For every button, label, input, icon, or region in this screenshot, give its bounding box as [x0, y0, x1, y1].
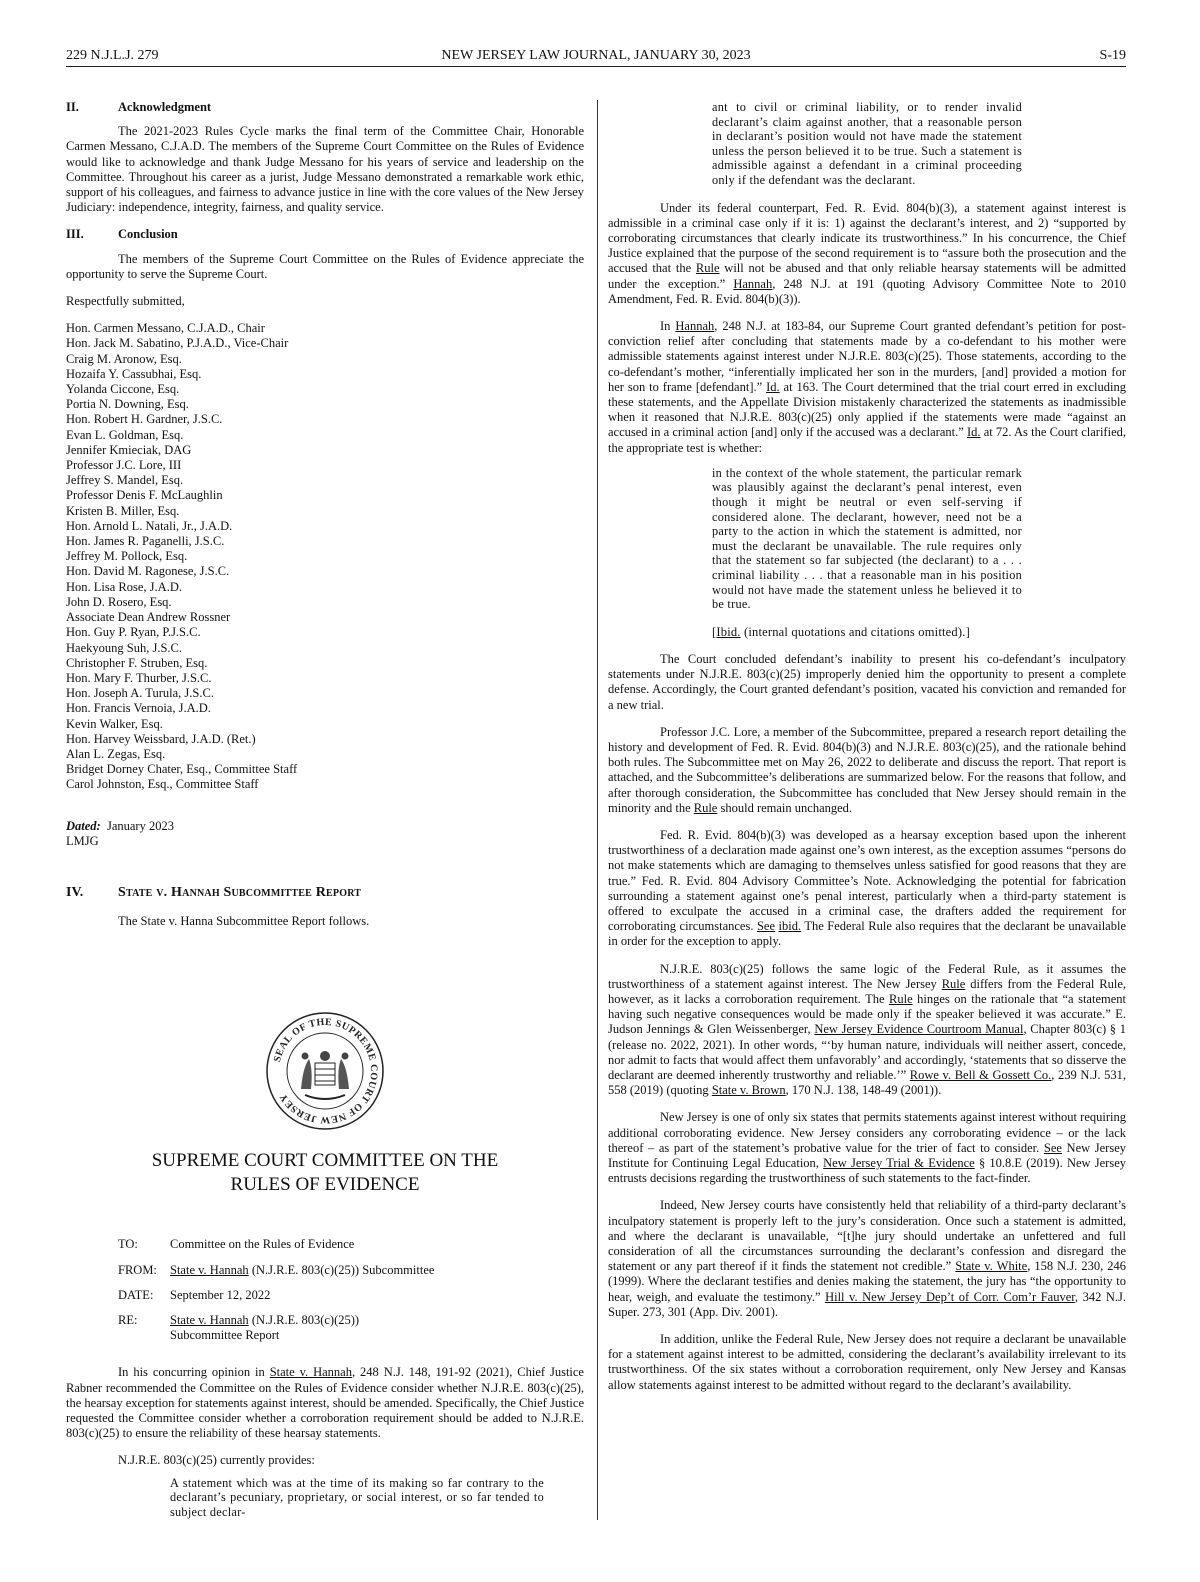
section-title: Acknowledgment — [118, 100, 212, 114]
memo-value — [170, 1313, 359, 1343]
roster-member: Hozaifa Y. Cassubhai, Esq. — [66, 366, 202, 381]
body-paragraph: In his concurring opinion in State v. Hannah, 248 N.J. 148, 191-92 (2021), Chief Justice Rabner recommended the Committee on the Rules of Evidence consider whether N.J.R.E. 803(c)(25), the hearsay exception for statements against interest, should be amended. Specifically, the Chief Justice requested the Committee consider whether a corroboration requirement should be added to N.J.R.E. 803(c)(25) to ensure the reliability of these hearsay statements. — [66, 1365, 584, 1441]
roster-member: Yolanda Ciccone, Esq. — [66, 382, 180, 397]
section-number: II. — [66, 100, 79, 114]
roster-member: Hon. James R. Paganelli, J.S.C. — [66, 534, 225, 549]
roster-member: Kevin Walker, Esq. — [66, 716, 163, 731]
body-paragraph: Professor J.C. Lore, a member of the Subcommittee, prepared a research report detailing the history and development of Fed. R. Evid. 804(b)(3) and N.J.R.E. 803(c)(25), and the rationale behind both rules. The Subcommittee met on May 26, 2022 to deliberate and discuss the report. That report is attached, and the Subcommittee’s deliberations are summarized below. For the reasons that follow, and after thorough consideration, the Subcommittee has concluded that New Jersey should remain in the minority and the Rule should remain unchanged. — [608, 724, 1126, 815]
roster-member: Hon. Lisa Rose, J.A.D. — [66, 579, 182, 594]
roster-member: Jeffrey S. Mandel, Esq. — [66, 473, 184, 488]
body-paragraph: Indeed, New Jersey courts have consistently held that reliability of a third-party declarant’s inculpatory statement is properly left to the jury’s consideration. Once such a statement is admitted, and where the declarant is unavailable, “[t]he jury should undertake an unfettered and full consideration of all the circumstances surrounding the declarant’s confession and disregard the statement or any part thereof if it finds the statement not credible.” State v. White, 158 N.J. 230, 246 (1999). Where the declarant testifies and denies making the statement, the jury has “the opportunity to hear, weigh, and evaluate the testimony.” Hill v. New Jersey Dep’t of Corr. Com’r Fauver, 342 N.J. Super. 273, 301 (App. Div. 2001). — [608, 1198, 1126, 1319]
committee-title-line1: SUPREME COURT COMMITTEE ON THE — [151, 1150, 499, 1172]
case-citation: State v. Hannah — [170, 1312, 249, 1327]
body-paragraph: New Jersey is one of only six states that permits statements against interest without requiring additional corroborating evidence. New Jersey considers any corroborating evidence – or the lack thereof – as part of the statement’s probative value for the trier of fact to consider. See New Jersey Institute for Continuing Legal Education, New Jersey Trial & Evidence § 10.8.E (2019). New Jersey entrusts decisions regarding the trustworthiness of such statements to the fact-finder. — [608, 1110, 1127, 1186]
roster-member: Hon. Robert H. Gardner, J.S.C. — [66, 412, 223, 427]
roster-member: Portia N. Downing, Esq. — [66, 397, 189, 412]
memo-value-line2: Subcommittee Report — [170, 1328, 280, 1343]
committee-roster — [66, 321, 584, 792]
roster-member: Hon. Mary F. Thurber, J.S.C. — [66, 670, 212, 685]
section-heading-report — [66, 885, 584, 900]
body-paragraph: In addition, unlike the Federal Rule, New Jersey does not require a declarant be unavailable for a statement against interest to be admitted, considering the declarant’s availability irrelevant to its trustworthiness. Of the six states without a corroboration requirement, only New Jersey and Kansas allow statements against interest to be admitted without regard to the declarant’s availability. — [608, 1332, 1126, 1392]
roster-member: Jeffrey M. Pollock, Esq. — [66, 549, 188, 564]
roster-member: Christopher F. Struben, Esq. — [66, 655, 208, 670]
roster-member: Hon. David M. Ragonese, J.S.C. — [66, 564, 230, 579]
case-citation: Hannah — [733, 276, 773, 291]
memo-label: TO: — [118, 1237, 138, 1252]
right-column — [608, 100, 1126, 1400]
body-paragraph: Under its federal counterpart, Fed. R. Evid. 804(b)(3), a statement against interest is admissible in a criminal case only if it is: 1) against the declarant’s interest, and 2) “supported by corroborating circumstances that clearly indicate its trustworthiness.” In his concurrence, the Chief Justice explained that the purpose of the second requirement is to “assure both the prosecution and the accused that the Rule will not be abused and that only reliable hearsay statements will be admitted under the exception.” Hannah, 248 N.J. at 191 (quoting Advisory Committee Note to 2010 Amendment, Fed. R. Evid. 804(b)(3)). — [608, 200, 1126, 306]
page-header — [66, 48, 1126, 67]
roster-member: Hon. Harvey Weissbard, J.A.D. (Ret.) — [66, 731, 256, 746]
roster-member: Professor Denis F. McLaughlin — [66, 488, 223, 503]
committee-title — [66, 1149, 584, 1197]
body-paragraph: The Court concluded defendant’s inability to present his co-defendant’s inculpatory statements under N.J.R.E. 803(c)(25) improperly denied him the opportunity to present a complete defense. Accordingly, the Court granted defendant’s position, vacated his conviction and remanded for a new trial. — [608, 651, 1126, 712]
memo-label: RE: — [118, 1312, 138, 1327]
left-column — [66, 100, 584, 1519]
header-citation: 229 N.J.L.J. 279 — [66, 48, 159, 63]
header-page-number: S-19 — [1099, 48, 1126, 63]
conclusion-paragraph: The members of the Supreme Court Committee on the Rules of Evidence appreciate the opportunity to serve the Supreme Court. — [66, 251, 584, 281]
case-citation: State v. Hannah — [269, 1365, 352, 1380]
court-quote: in the context of the whole statement, the particular remark was plausibly against the declarant’s penal interest, even though it might be neutral or even self-serving if considered alone. The declarant, however, need not be a party to the action in which the statement is admitted, nor must the declarant be unavailable. The rule requires only that the statement so far subjected (the declarant) to a . . . criminal liability . . . that a reasonable man in his position would not have made the statement unless he believed it to be true. — [712, 465, 1022, 612]
section-title: Conclusion — [118, 227, 178, 242]
section-title: State v. Hannah Subcommittee Report — [118, 884, 362, 900]
body-paragraph: N.J.R.E. 803(c)(25) follows the same logic of the Federal Rule, as it assumes the trustworthiness of a statement against interest. The New Jersey Rule differs from the Federal Rule, however, as it lacks a corroboration requirement. The Rule hinges on the rationale that “a statement having such negative consequences would be made only if the speaker believed it was accurate.” E. Judson Jennings & Glen Weissenberger, New Jersey Evidence Courtroom Manual, Chapter 803(c) § 1 (release no. 2022, 2021). In other words, “‘by human nature, individuals will neither assert, concede, nor admit to facts that would affect them unfavorably’ and accordingly, ‘statements that so disserve the declarant are deemed inherently trustworthy and reliable.’” Rowe v. Bell & Gossett Co., 239 N.J. 531, 558 (2019) (quoting State v. Brown, 170 N.J. 138, 148-49 (2001)). — [608, 961, 1127, 1098]
case-citation: Rowe v. Bell & Gossett Co. — [909, 1068, 1052, 1083]
section-number: IV. — [66, 884, 84, 900]
memo-label: FROM: — [118, 1262, 157, 1277]
header-publication: NEW JERSEY LAW JOURNAL, JANUARY 30, 2023 — [441, 48, 751, 63]
closing-line: Respectfully submitted, — [66, 294, 185, 309]
memo-value-rest: (N.J.R.E. 803(c)(25)) Subcommittee — [248, 1262, 435, 1277]
case-citation: State v. Brown — [711, 1083, 786, 1098]
memo-label: DATE: — [118, 1287, 154, 1302]
rule-quote: A statement which was at the time of its making so far contrary to the declarant’s pecuniary, proprietary, or social interest, or so far tended to subject declar- — [170, 1475, 544, 1519]
memo-re — [118, 1313, 584, 1343]
roster-member: Kristen B. Miller, Esq. — [66, 503, 180, 518]
roster-member: Hon. Guy P. Ryan, P.J.S.C. — [66, 625, 201, 640]
memo-date — [118, 1288, 584, 1303]
committee-title-line2: RULES OF EVIDENCE — [230, 1174, 420, 1196]
roster-member: Evan L. Goldman, Esq. — [66, 427, 184, 442]
roster-member: Hon. Jack M. Sabatino, P.J.A.D., Vice-Chair — [66, 336, 289, 351]
memo-to — [118, 1237, 584, 1252]
case-citation: Hill v. New Jersey Dep’t of Corr. Com’r Fauver — [825, 1289, 1075, 1304]
rule-quote-continued: ant to civil or criminal liability, or to render invalid declarant’s claim against another, that a reasonable person in declarant’s position would not have made the statement unless the person believed it to be true. Such a statement is admissible against a defendant in a criminal proceeding only if the defendant was the declarant. — [712, 100, 1022, 187]
ibid-citation: [Ibid. (internal quotations and citations omitted).] — [712, 624, 970, 639]
roster-member: Hon. Joseph A. Turula, J.S.C. — [66, 686, 214, 701]
dated-initials: LMJG — [66, 833, 99, 848]
body-paragraph: Fed. R. Evid. 804(b)(3) was developed as a hearsay exception based upon the inherent trustworthiness of a declaration made against one’s own interest, as the exception assumes “persons do not make statements which are damaging to themselves unless satisfied for good reasons that they are true.” Fed. R. Evid. 804 Advisory Committee’s Note. Acknowledging the potential for fabrication surrounding a statement against one’s penal interest, particularly when a third-party statement is offered to exculpate the accused in a criminal case, the drafters added the requirement for corroborating circumstances. See ibid. The Federal Rule also requires that the declarant be unavailable in order for the exception to apply. — [608, 827, 1126, 949]
dated-label: Dated: — [66, 818, 101, 833]
case-citation: State v. White — [955, 1259, 1028, 1274]
roster-member: John D. Rosero, Esq. — [66, 594, 172, 609]
dated-block — [66, 819, 584, 849]
roster-member: Hon. Francis Vernoia, J.A.D. — [66, 701, 211, 716]
roster-member: Professor J.C. Lore, III — [66, 458, 182, 473]
supreme-court-seal-icon — [265, 1011, 385, 1131]
roster-member: Craig M. Aronow, Esq. — [66, 351, 182, 366]
roster-member: Associate Dean Andrew Rossner — [66, 610, 231, 625]
section-number: III. — [66, 227, 84, 242]
section-heading-conclusion — [66, 227, 584, 242]
roster-member: Alan L. Zegas, Esq. — [66, 746, 166, 761]
roster-member: Jennifer Kmieciak, DAG — [66, 442, 192, 457]
memo-value: Committee on the Rules of Evidence — [170, 1237, 355, 1252]
case-citation: State v. Hannah — [170, 1262, 249, 1277]
roster-member: Carol Johnston, Esq., Committee Staff — [66, 777, 259, 792]
roster-member: Hon. Arnold L. Natali, Jr., J.A.D. — [66, 518, 233, 533]
memo-value: September 12, 2022 — [170, 1287, 271, 1302]
acknowledgment-paragraph: The 2021-2023 Rules Cycle marks the final term of the Committee Chair, Honorable Carmen Messano, C.J.A.D. The members of the Supreme Court Committee on the Rules of Evidence would like to acknowledge and thank Judge Messano for his years of service and leadership on the Committee. Throughout his career as a jurist, Judge Messano demonstrated a remarkable work ethic, support of his colleagues, and fairness to advance justice in line with the core values of the New Jersey Judiciary: independence, integrity, fairness, and quality service. — [66, 124, 584, 215]
memo-from — [118, 1263, 584, 1278]
body-paragraph: In Hannah, 248 N.J. at 183-84, our Supreme Court granted defendant’s petition for post-conviction relief after concluding that statements made by a co-defendant to his mother were admissible statements against interest under N.J.R.E. 803(c)(25). Those statements, according to the co-defendant’s mother, “inferentially implicated her son in the murders, [and] provided a motion for her son to frame [defendant].” Id. at 163. The Court determined that the trial court erred in excluding these statements, and the Appellate Division mistakenly characterized the statements as inadmissible when it reasoned that N.J.R.E. 803(c)(25) only applied if the statements were made “against an accused in a criminal action [and] only if the accused was a declarant.” Id. at 72. As the Court clarified, the appropriate test is whether: — [608, 318, 1126, 455]
body-paragraph: N.J.R.E. 803(c)(25) currently provides: — [118, 1453, 315, 1468]
memo-value — [170, 1263, 434, 1278]
roster-member: Haekyoung Suh, J.S.C. — [66, 640, 182, 655]
roster-member: Bridget Dorney Chater, Esq., Committee Staff — [66, 762, 298, 777]
section-heading-acknowledgment — [66, 100, 584, 115]
dated-value: January 2023 — [106, 818, 174, 833]
case-citation: Hannah — [675, 318, 715, 333]
seal-ring-text: SEAL OF THE SUPREME COURT OF NEW JERSEY — [271, 1017, 380, 1126]
column-divider — [597, 100, 598, 1520]
memo-value-rest: (N.J.R.E. 803(c)(25)) — [248, 1312, 360, 1327]
report-intro: The State v. Hanna Subcommittee Report follows. — [118, 914, 370, 929]
roster-member: Hon. Carmen Messano, C.J.A.D., Chair — [66, 321, 265, 336]
